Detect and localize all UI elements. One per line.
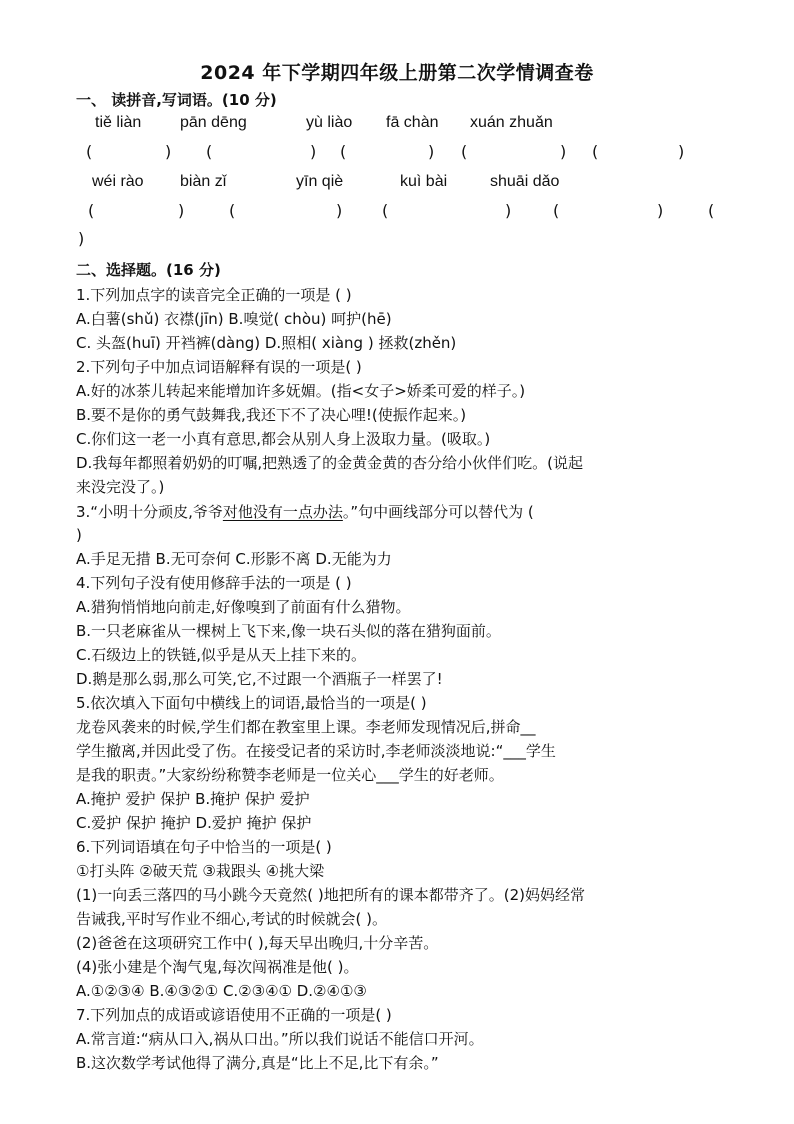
pinyin-item: wéi rào: [92, 173, 144, 190]
answer-paren-open: (: [708, 201, 715, 220]
answer-paren-open: (: [340, 142, 347, 161]
question-line: B.要不是你的勇气鼓舞我,我还下不了决心哩!(使振作起来。): [76, 406, 467, 424]
pinyin-item: yīn qiè: [296, 173, 344, 190]
question-line: 6.下列词语填在句子中恰当的一项是( ): [76, 838, 332, 856]
answer-paren-open: (: [88, 201, 95, 220]
question-line: A.猎狗悄悄地向前走,好像嗅到了前面有什么猎物。: [76, 598, 411, 616]
answer-paren-open: (: [592, 142, 599, 161]
question-line: 7.下列加点的成语或谚语使用不正确的一项是( ): [76, 1006, 392, 1024]
answer-paren-open: (: [86, 142, 93, 161]
question-line: ①打头阵 ②破天荒 ③栽跟头 ④挑大梁: [76, 862, 325, 880]
question-line: (2)爸爸在这项研究工作中( ),每天早出晚归,十分辛苦。: [76, 934, 439, 952]
question-line: D.鹅是那么弱,那么可笑,它,不过跟一个酒瓶子一样罢了!: [76, 670, 443, 688]
question-line: 是我的职责。”大家纷纷称赞李老师是一位关心___学生的好老师。: [76, 766, 504, 784]
pinyin-item: biàn zǐ: [180, 173, 227, 190]
pinyin-item: shuāi dǎo: [490, 173, 560, 190]
answer-paren-open: (: [382, 201, 389, 220]
question-line: C. 头盔(huī) 开裆裤(dàng) D.照相( xiàng ) 拯救(zhěn): [76, 334, 457, 352]
question-line: (4)张小建是个淘气鬼,每次闯祸准是他( )。: [76, 958, 359, 976]
question-3-close: ): [76, 526, 82, 544]
pinyin-item: pān dēng: [180, 114, 247, 131]
question-line: C.爱护 保护 掩护 D.爱护 掩护 保护: [76, 814, 312, 832]
answer-paren-close: ): [165, 142, 172, 161]
answer-paren-close: ): [178, 201, 185, 220]
answer-paren-close: ): [78, 229, 85, 248]
question-line: B.这次数学考试他得了满分,真是“比上不足,比下有余。”: [76, 1054, 439, 1072]
question-line: 告诫我,平时写作业不细心,考试的时候就会( )。: [76, 910, 388, 928]
answer-paren-close: ): [336, 201, 343, 220]
question-line: 5.依次填入下面句中横线上的词语,最恰当的一项是( ): [76, 694, 427, 712]
pinyin-item: tiě liàn: [95, 114, 142, 131]
question-3-underlined: 对他没有一点办法: [222, 503, 343, 521]
question-line: 来没完没了。): [76, 478, 165, 496]
question-line: 4.下列句子没有使用修辞手法的一项是 ( ): [76, 574, 352, 592]
question-line: B.一只老麻雀从一棵树上飞下来,像一块石头似的落在猎狗面前。: [76, 622, 501, 640]
question-line: 学生撤离,并因此受了伤。在接受记者的采访时,李老师淡淡地说:“___学生: [76, 742, 556, 760]
section2-heading: 二、选择题。(16 分): [76, 261, 221, 279]
question-line: A.手足无措 B.无可奈何 C.形影不离 D.无能为力: [76, 550, 392, 568]
pinyin-item: xuán zhuǎn: [470, 114, 553, 131]
question-line: D.我每年都照着奶奶的叮嘱,把熟透了的金黄金黄的杏分给小伙伴们吃。(说起: [76, 454, 583, 472]
answer-paren-open: (: [461, 142, 468, 161]
answer-paren-close: ): [310, 142, 317, 161]
question-line: 龙卷风袭来的时候,学生们都在教室里上课。李老师发现情况后,拼命__: [76, 718, 536, 736]
answer-paren-open: (: [229, 201, 236, 220]
pinyin-item: yù liào: [306, 114, 353, 131]
question-3-prefix: 3.“小明十分顽皮,爷爷: [76, 503, 223, 521]
question-line: (1)一向丢三落四的马小跳今天竟然( )地把所有的课本都带齐了。(2)妈妈经常: [76, 886, 585, 904]
question-line: A.①②③④ B.④③②① C.②③④① D.②④①③: [76, 982, 367, 1000]
question-line: C.石级边上的铁链,似乎是从天上挂下来的。: [76, 646, 367, 664]
answer-paren-close: ): [657, 201, 664, 220]
pinyin-item: fā chàn: [386, 114, 439, 131]
question-line: C.你们这一老一小真有意思,都会从别人身上汲取力量。(吸取。): [76, 430, 491, 448]
answer-paren-close: ): [428, 142, 435, 161]
question-line: 2.下列句子中加点词语解释有误的一项是( ): [76, 358, 362, 376]
question-line: A.常言道:“病从口入,祸从口出。”所以我们说话不能信口开河。: [76, 1030, 484, 1048]
page-title: 2024 年下学期四年级上册第二次学情调查卷: [200, 62, 594, 84]
answer-paren-close: ): [560, 142, 567, 161]
pinyin-item: kuì bài: [400, 173, 448, 190]
answer-paren-open: (: [206, 142, 213, 161]
question-3-suffix: 。”句中画线部分可以替代为 (: [342, 503, 534, 521]
question-line: 1.下列加点字的读音完全正确的一项是 ( ): [76, 286, 352, 304]
question-3: [76, 502, 726, 522]
answer-paren-open: (: [553, 201, 560, 220]
question-line: A.好的冰茶儿转起来能增加许多妩媚。(指<女子>娇柔可爱的样子。): [76, 382, 526, 400]
question-line: A.白薯(shǔ) 衣襟(jīn) B.嗅觉( chòu) 呵护(hē): [76, 310, 392, 328]
question-line: A.掩护 爱护 保护 B.掩护 保护 爱护: [76, 790, 310, 808]
answer-paren-close: ): [505, 201, 512, 220]
section1-heading: 一、 读拼音,写词语。(10 分): [76, 91, 277, 109]
answer-paren-close: ): [678, 142, 685, 161]
